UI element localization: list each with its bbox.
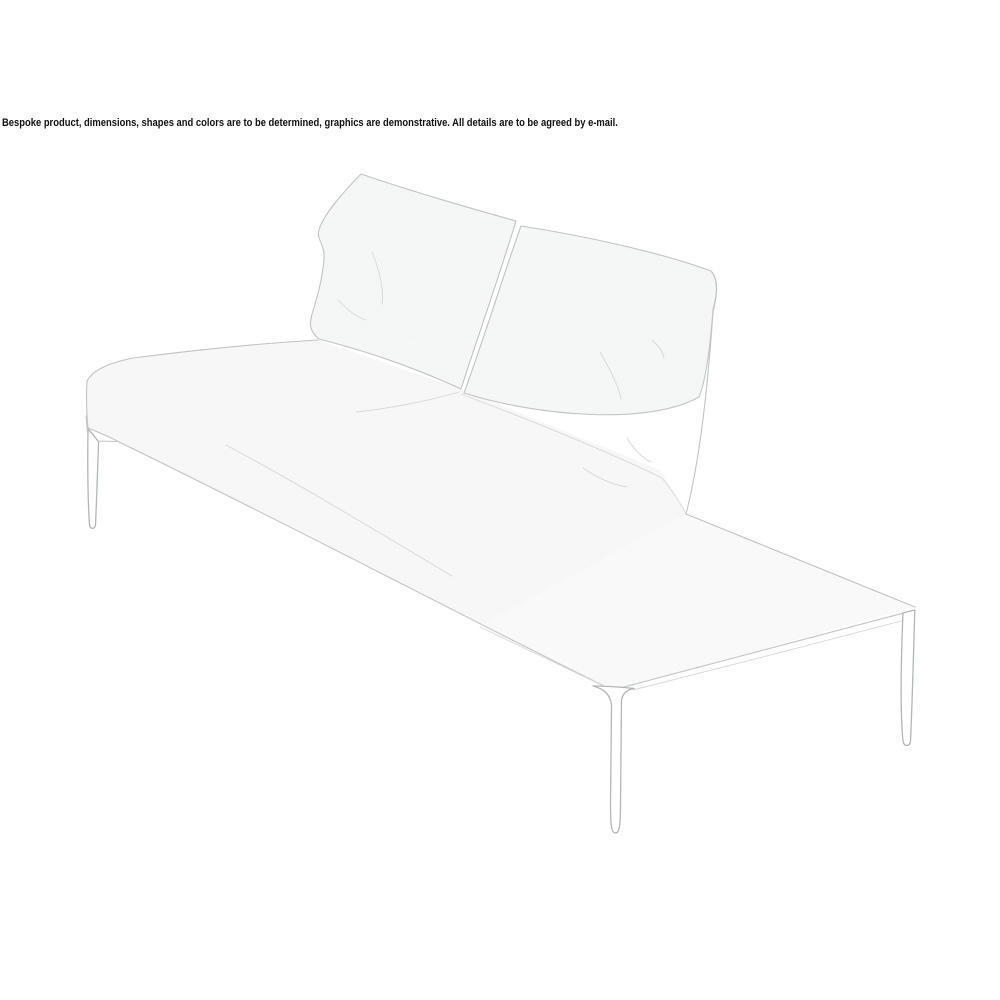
right-leg	[901, 610, 915, 746]
left-leg	[88, 429, 99, 528]
middle-leg	[593, 686, 634, 833]
disclaimer-text: Bespoke product, dimensions, shapes and colors are to be determined, graphics are demonstrative. All details are to be agreed by e-mail.	[2, 117, 618, 129]
fabric-noise-texture	[60, 150, 940, 850]
